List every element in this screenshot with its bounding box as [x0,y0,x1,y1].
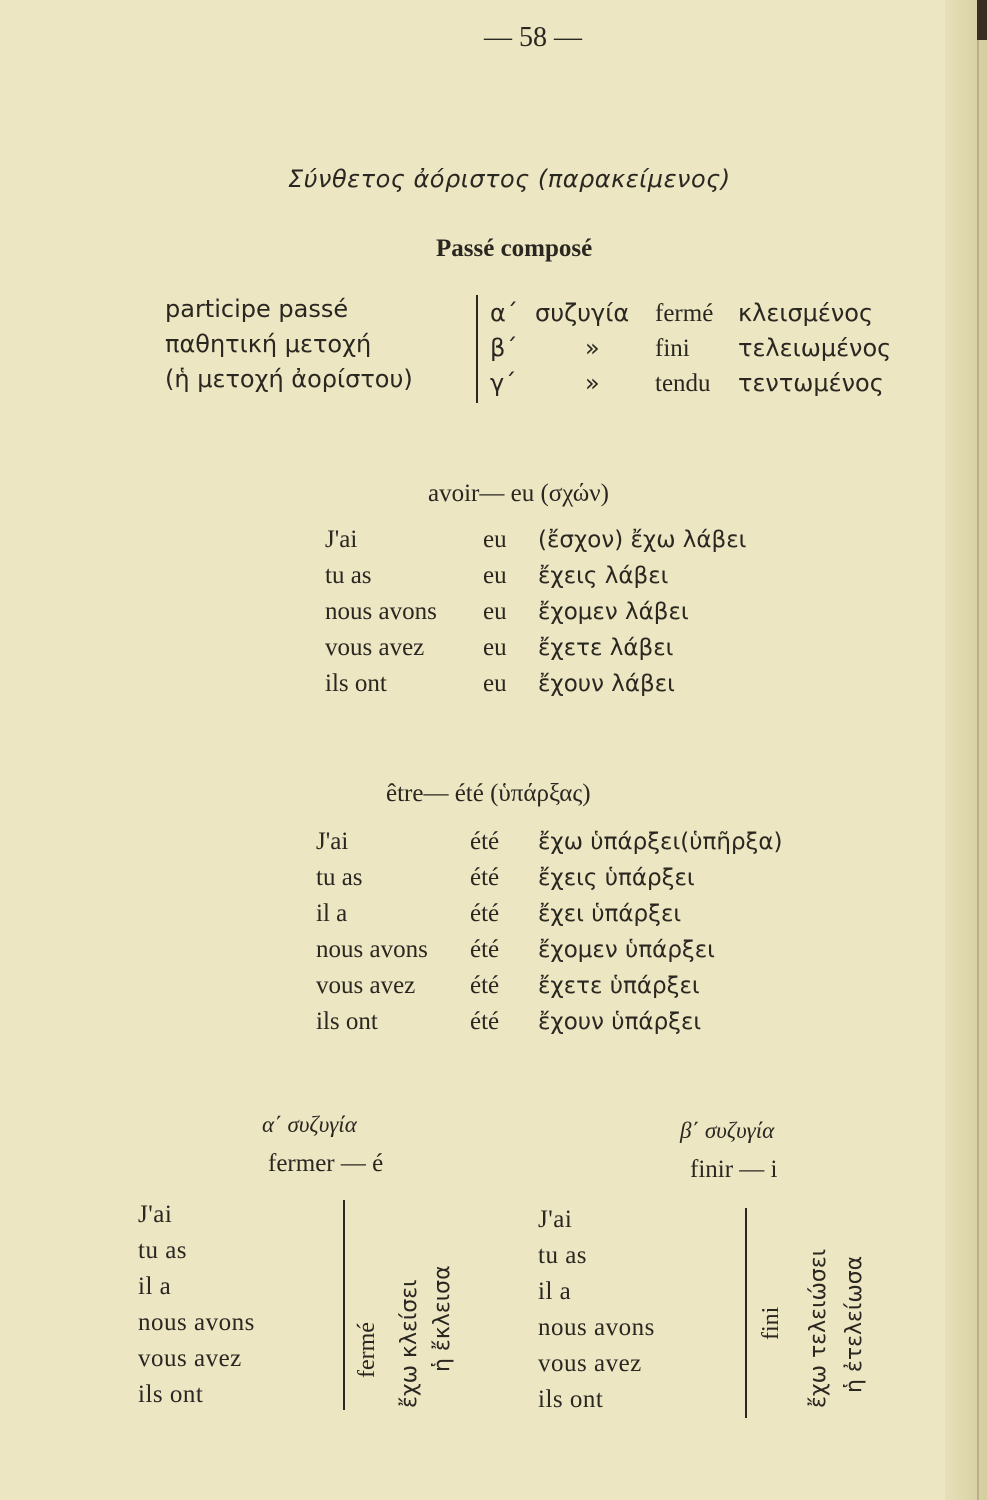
conjugation-number: α΄ [490,299,518,327]
greek-form: ἔχεις ὑπάρξει [538,865,695,891]
participle-conj [535,296,629,401]
pronoun: J'ai [138,1201,173,1228]
participle: été [470,972,500,999]
greek-participle: τεντωμένος [738,369,884,397]
conj-a-verb: fermer — é [268,1150,384,1177]
etre-participles [470,824,499,1040]
greek-form: ἔχετε ὑπάρξει [538,973,700,999]
conj-b-pronouns [538,1202,655,1418]
participle: eu [483,634,507,661]
conj-b-participle: fini [758,1306,784,1340]
conj-a-participle: fermé [354,1322,380,1378]
conjugation-word: » [585,334,600,362]
heading-greek: Σύνθετος ἀόριστος (παρακείμενος) [288,165,731,193]
conjugation-number: γ΄ [490,369,517,397]
conj-a-title: α΄ συζυγία [262,1112,357,1137]
participle: été [470,936,500,963]
etre-pronouns [316,824,428,1040]
pronoun: ils ont [316,1008,378,1035]
participle: eu [483,598,507,625]
pronoun: ils ont [325,670,387,697]
pronoun: il a [538,1278,572,1305]
pronoun: tu as [538,1242,588,1269]
brace [476,295,478,403]
greek-form: ἔχομεν λάβει [538,599,689,625]
pronoun: vous avez [316,972,416,999]
heading-french: Passé composé [436,235,593,262]
pronoun: nous avons [316,936,428,963]
conj-b-greek-2: ἡ ἐτελείωσα [842,1255,867,1393]
conj-b-greek-1: ἔχω τελειώσει [806,1248,831,1408]
avoir-greek [538,522,746,702]
participle-french [655,296,713,401]
brace [745,1208,747,1418]
participle: été [470,828,500,855]
participle-label: participe passé [165,295,349,323]
pronoun: ils ont [138,1381,204,1408]
greek-form: ἔχουν ὑπάρξει [538,1009,702,1035]
conjugation-word: » [585,369,600,397]
french-participle: fermé [655,300,714,327]
french-participle: tendu [655,370,711,397]
participle-greek [738,296,891,401]
pronoun: tu as [316,864,363,891]
participle: été [470,1008,500,1035]
pronoun: J'ai [325,526,358,553]
greek-form: ἔχεις λάβει [538,563,669,589]
pronoun: tu as [325,562,372,589]
participle-labels [165,292,413,397]
avoir-participles [483,522,507,702]
greek-form: ἔχω ὑπάρξει(ὑπῆρξα) [538,829,783,855]
conj-a-pronouns [138,1197,255,1413]
greek-participle: τελειωμένος [738,334,892,362]
page-edge-line [977,0,979,1500]
participle: eu [483,526,507,553]
pronoun: J'ai [538,1206,573,1233]
pronoun: nous avons [538,1314,655,1341]
greek-form: ἔχετε λάβει [538,635,674,661]
participle: eu [483,670,507,697]
pronoun: nous avons [325,598,437,625]
page-number: — 58 — [484,22,582,53]
participle: eu [483,562,507,589]
participle: été [470,900,500,927]
pronoun: vous avez [538,1350,642,1377]
participle-label: (ἡ μετοχή ἀορίστου) [165,365,413,393]
pronoun: ils ont [538,1386,604,1413]
greek-form: ἔχομεν ὑπάρξει [538,937,715,963]
conj-b-title: β΄ συζυγία [680,1118,775,1143]
greek-form: ἔχουν λάβει [538,671,675,697]
pronoun: nous avons [138,1309,255,1336]
page-corner [977,0,987,40]
greek-form: (ἔσχον) ἔχω λάβει [538,527,747,553]
page-edge [945,0,987,1500]
conj-a-greek-1: ἔχω κλείσει [397,1279,422,1408]
french-participle: fini [655,335,690,362]
conjugation-word: συζυγία [535,299,630,327]
greek-participle: κλεισμένος [738,299,874,327]
conj-a-greek-2: ἡ ἔκλεισα [430,1265,455,1372]
greek-form: ἔχει ὑπάρξει [538,901,682,927]
participle-nums [490,296,518,401]
participle: été [470,864,500,891]
pronoun: il a [138,1273,172,1300]
brace [343,1200,345,1410]
participle-label: παθητική μετοχή [165,330,372,358]
conj-b-verb: finir — i [690,1156,778,1183]
etre-greek [538,824,783,1040]
pronoun: il a [316,900,348,927]
pronoun: J'ai [316,828,349,855]
etre-title: être— été (ὑπάρξας) [386,780,591,807]
pronoun: tu as [138,1237,188,1264]
avoir-pronouns [325,522,437,702]
pronoun: vous avez [325,634,425,661]
avoir-title: avoir— eu (σχών) [428,480,609,507]
conjugation-number: β΄ [490,334,518,362]
pronoun: vous avez [138,1345,242,1372]
